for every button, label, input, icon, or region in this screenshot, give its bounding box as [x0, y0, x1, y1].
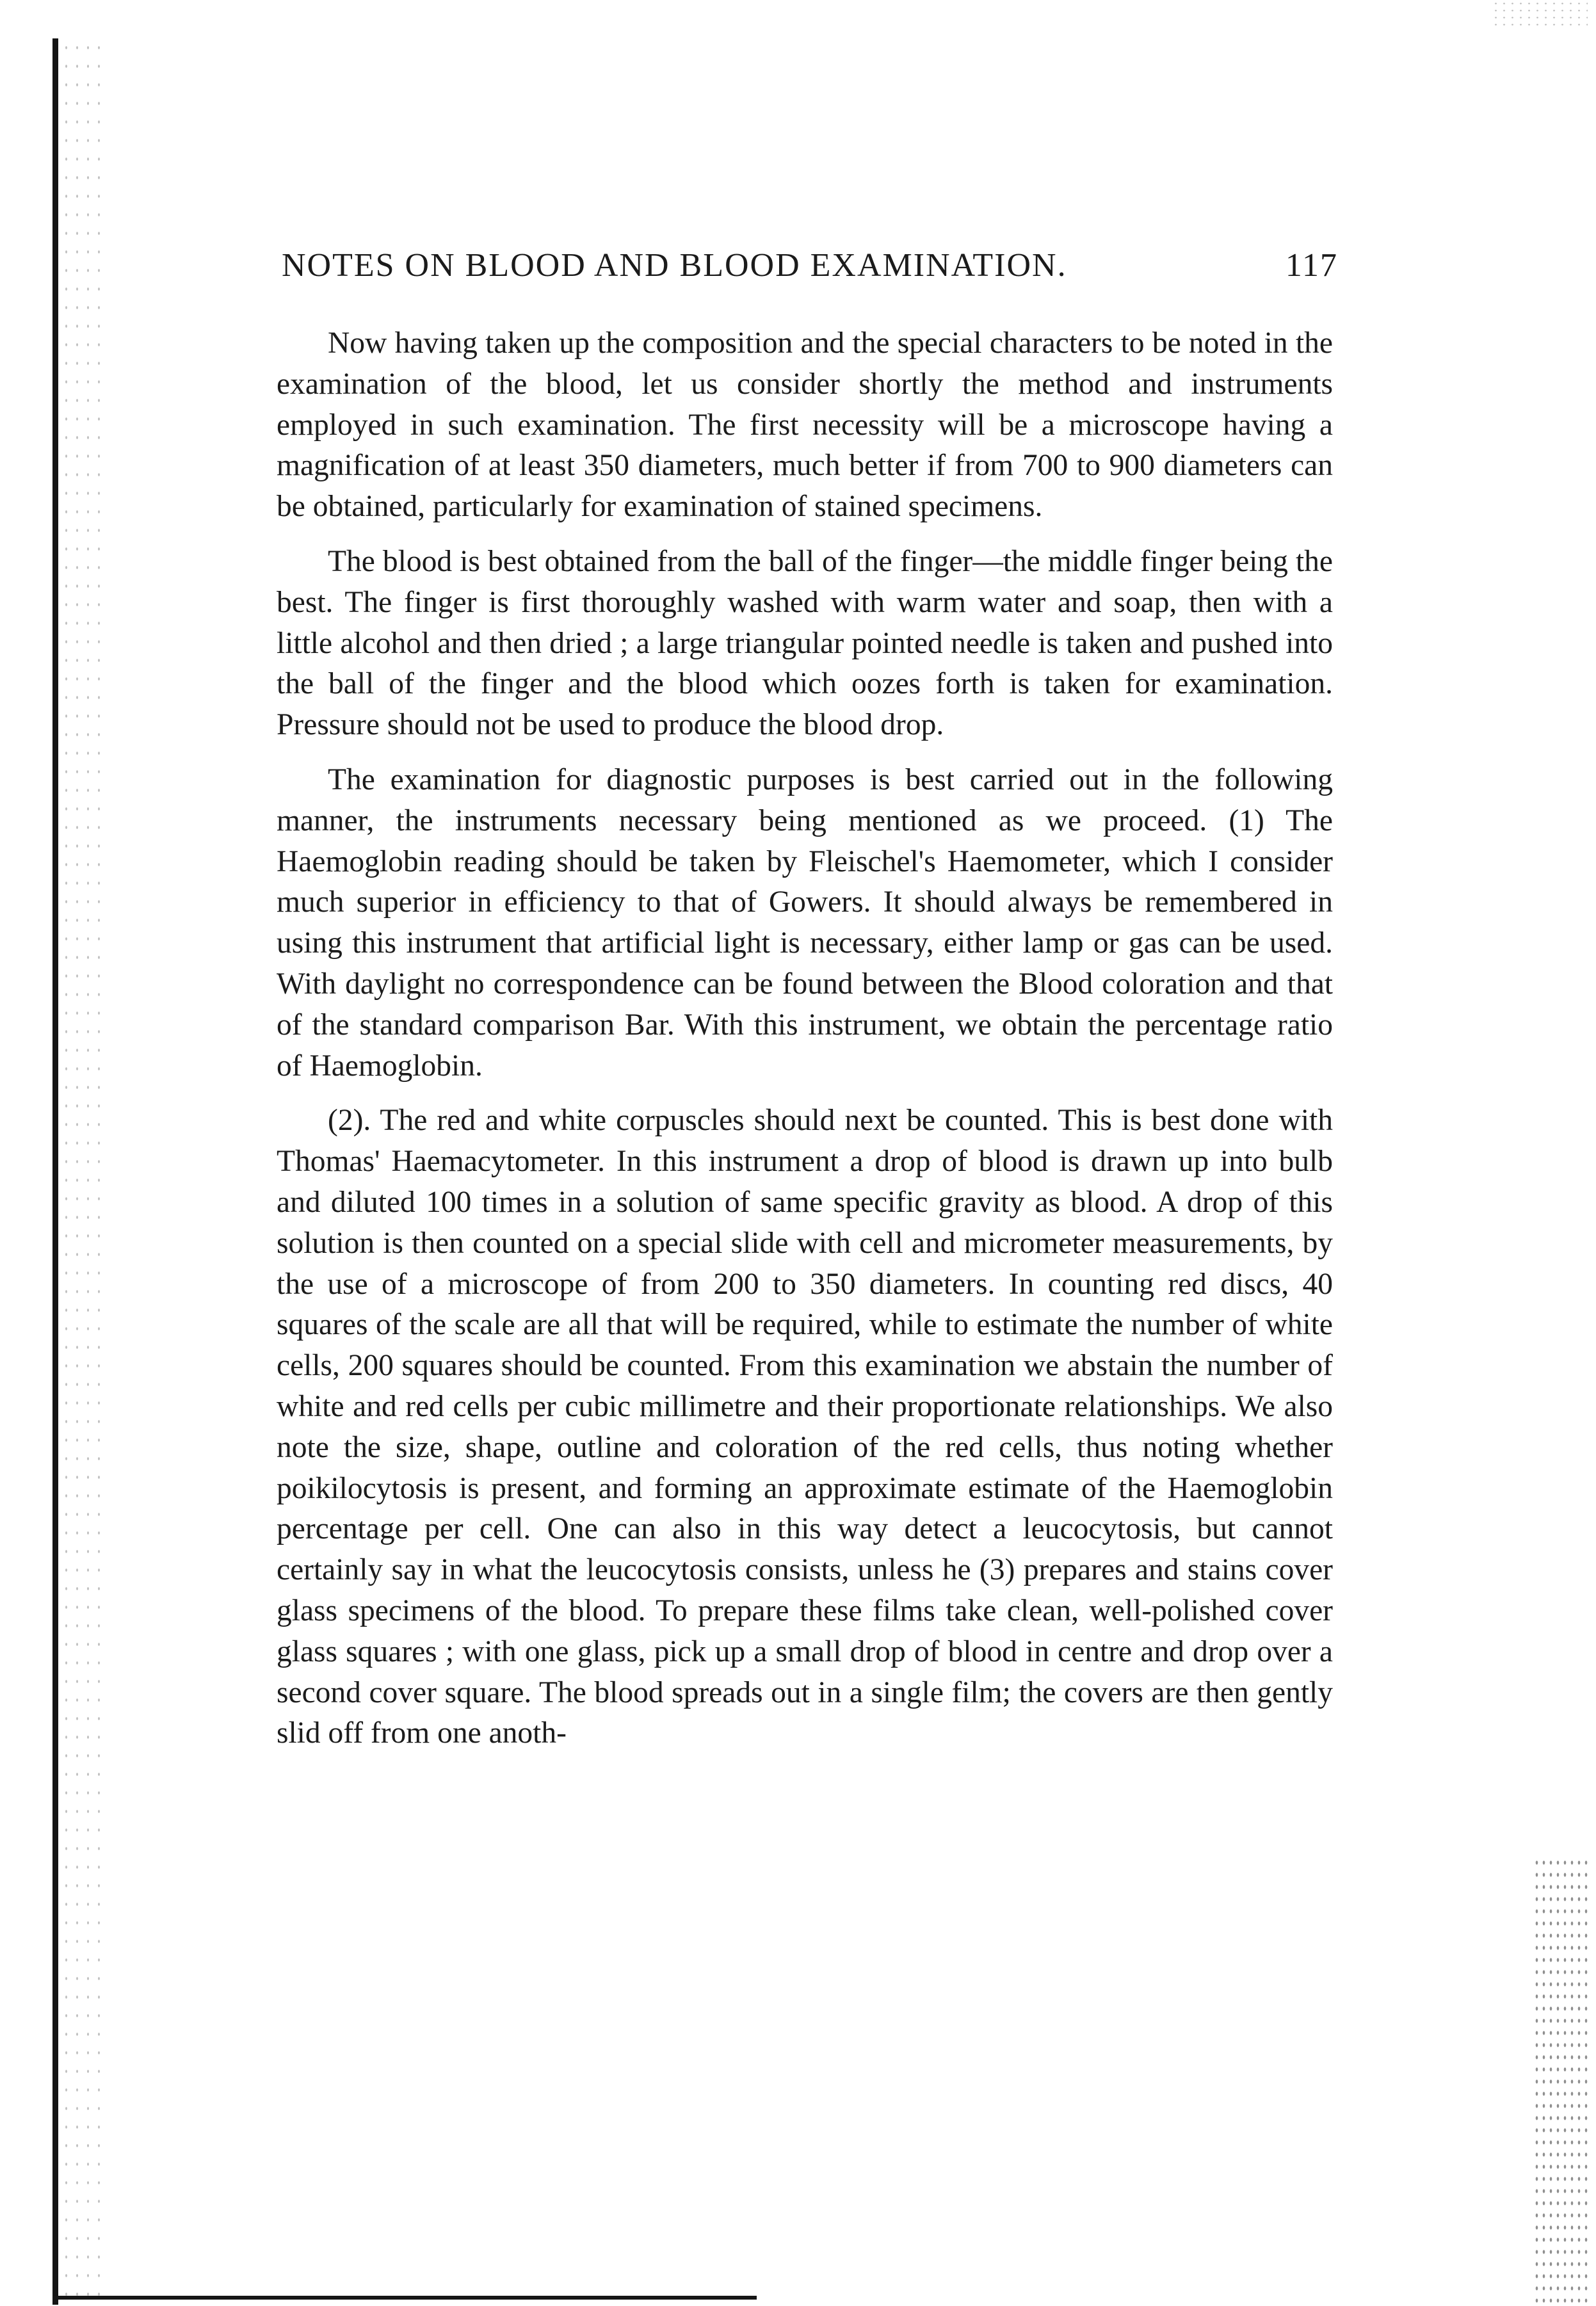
running-header [282, 246, 1338, 291]
scan-speckle-left [61, 38, 106, 2298]
running-title: NOTES ON BLOOD AND BLOOD EXAMINATION. [282, 247, 1067, 284]
paragraph-3: The examination for diagnostic purposes is best carried out in the following manner, the instruments necessary being mentioned as we proceed. (1) The Haemoglobin reading should be taken by Fleischel's Haemometer, which I consider much superior in efficiency to that of Gowers. It should always be remembered in using this instrument that artificial light is necessary, either lamp or gas can be used. With daylight no correspondence can be found between the Blood coloration and that of the standard comparison Bar. With this instrument, we obtain the percentage ratio of Haemoglobin. [277, 762, 1333, 1083]
paragraph-2: The blood is best obtained from the ball of the finger—the middle finger being the best. The finger is first thoroughly washed with warm water and soap, then with a little alcohol and then dried ; a large triangular pointed needle is taken and pushed into the ball of the finger and the blood which oozes forth is taken for examination. Pressure should not be used to produce the blood drop. [277, 544, 1333, 742]
page-body [277, 323, 1333, 1768]
page-number: 117 [1285, 247, 1338, 284]
paragraph-1: Now having taken up the composition and the special characters to be noted in the examination of the blood, let us consider shortly the method and instruments employed in such examination. The first necessity will be a microscope having a magnification of at least 350 diameters, much better if from 700 to 900 diameters can be obtained, particularly for examination of stained specimens. [277, 327, 1333, 524]
page-bottom-edge [52, 2296, 757, 2300]
scan-speckle-right [1533, 1857, 1591, 2305]
paragraph-4: (2). The red and white corpuscles should next be counted. This is best done with Thomas' Haemacytometer. In this instrument a drop of blood is drawn up into bulb and diluted 100 times in a solution of same specific gravity as blood. A drop of this solution is then counted on a special slide with cell and micrometer measurements, by the use of a microscope of from 200 to 350 diameters. In counting red discs, 40 squares of the scale are all that will be required, while to estimate the number of white cells, 200 squares should be counted. From this examination we abstain the number of white and red cells per cubic millimetre and their proportionate relationships. We also note the size, shape, outline and coloration of the red cells, thus noting whether poikilocytosis is present, and forming an approximate estimate of the Haemoglobin percentage per cell. One can also in this way detect a leucocytosis, but cannot certainly say in what the leucocytosis consists, unless he (3) prepares and stains cover glass specimens of the blood. To prepare these films take clean, well-polished cover glass squares ; with one glass, pick up a small drop of blood in centre and drop over a second cover square. The blood spreads out in a single film; the covers are then gently slid off from one anoth- [277, 1104, 1333, 1750]
page-binding-edge [52, 38, 58, 2305]
scan-speckle-top [1492, 0, 1588, 26]
